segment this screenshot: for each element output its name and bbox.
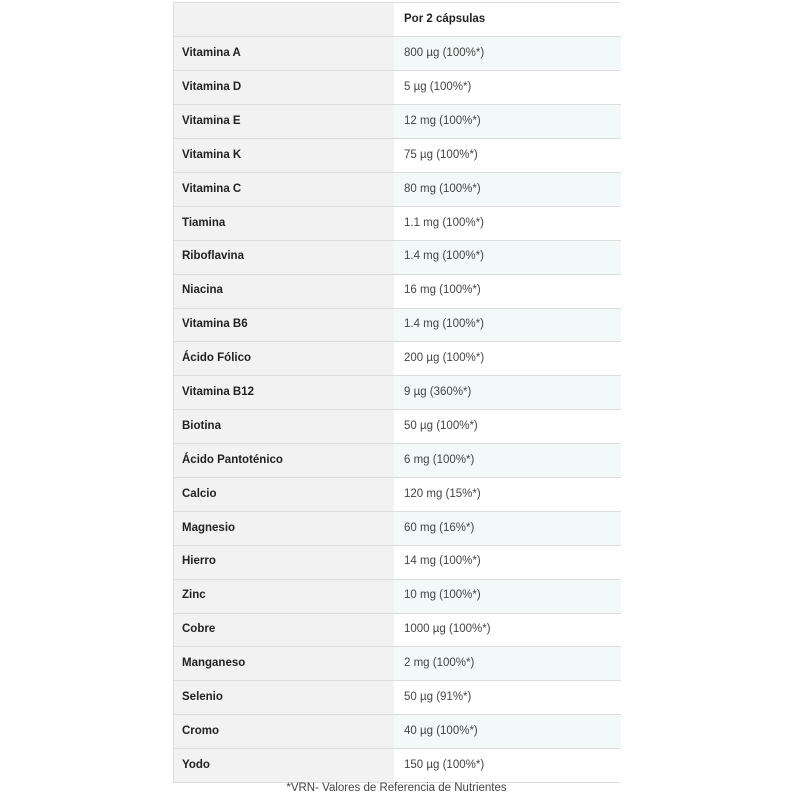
table-row — [174, 274, 621, 308]
table-row — [174, 511, 621, 545]
table-row — [174, 545, 621, 579]
nutrient-amount: 40 µg (100%*) — [394, 715, 621, 749]
nutrient-amount: 60 mg (16%*) — [394, 511, 621, 545]
table-row — [174, 749, 621, 783]
nutrient-amount: 1000 µg (100%*) — [394, 613, 621, 647]
nutrient-name: Magnesio — [174, 511, 394, 545]
nutrient-name: Manganeso — [174, 647, 394, 681]
nutrient-name: Vitamina B12 — [174, 376, 394, 410]
table-row — [174, 715, 621, 749]
nutrient-amount: 75 µg (100%*) — [394, 139, 621, 173]
table-row — [174, 308, 621, 342]
table-row — [174, 444, 621, 478]
nutrient-name: Yodo — [174, 749, 394, 783]
nutrient-amount: 16 mg (100%*) — [394, 274, 621, 308]
nutrient-name: Cromo — [174, 715, 394, 749]
nutrient-name: Riboflavina — [174, 240, 394, 274]
table-row — [174, 139, 621, 173]
nutrient-name: Vitamina A — [174, 37, 394, 71]
nutrient-amount: 120 mg (15%*) — [394, 477, 621, 511]
nutrient-name: Zinc — [174, 579, 394, 613]
nutrient-name: Hierro — [174, 545, 394, 579]
nutrient-amount: 50 µg (100%*) — [394, 410, 621, 444]
nutrient-amount: 9 µg (360%*) — [394, 376, 621, 410]
table-row — [174, 206, 621, 240]
table-row — [174, 410, 621, 444]
nutrient-name: Calcio — [174, 477, 394, 511]
nutrient-name: Vitamina K — [174, 139, 394, 173]
nutrient-amount: 1.4 mg (100%*) — [394, 308, 621, 342]
nutrition-table-container — [173, 2, 620, 783]
table-row — [174, 37, 621, 71]
nutrient-amount: 2 mg (100%*) — [394, 647, 621, 681]
table-row — [174, 647, 621, 681]
table-row — [174, 105, 621, 139]
nutrient-amount: 1.1 mg (100%*) — [394, 206, 621, 240]
nutrient-amount: 10 mg (100%*) — [394, 579, 621, 613]
nutrition-table — [174, 3, 621, 782]
nutrient-amount: 5 µg (100%*) — [394, 71, 621, 105]
nutrient-amount: 200 µg (100%*) — [394, 342, 621, 376]
nutrient-amount: 150 µg (100%*) — [394, 749, 621, 783]
nutrient-amount: 80 mg (100%*) — [394, 172, 621, 206]
table-row — [174, 71, 621, 105]
footnote: *VRN- Valores de Referencia de Nutrientes — [286, 782, 507, 794]
table-row — [174, 579, 621, 613]
table-row — [174, 613, 621, 647]
table-row — [174, 342, 621, 376]
nutrient-amount: 6 mg (100%*) — [394, 444, 621, 478]
nutrient-amount: 800 µg (100%*) — [394, 37, 621, 71]
nutrient-name: Tiamina — [174, 206, 394, 240]
nutrient-name: Vitamina E — [174, 105, 394, 139]
table-row — [174, 376, 621, 410]
nutrient-amount: 1.4 mg (100%*) — [394, 240, 621, 274]
header-label-cell — [174, 3, 394, 37]
header-value-cell: Por 2 cápsulas — [394, 3, 621, 37]
nutrient-name: Selenio — [174, 681, 394, 715]
nutrient-name: Vitamina C — [174, 172, 394, 206]
table-row — [174, 172, 621, 206]
nutrient-name: Ácido Fólico — [174, 342, 394, 376]
nutrient-name: Vitamina B6 — [174, 308, 394, 342]
nutrient-name: Ácido Pantoténico — [174, 444, 394, 478]
nutrient-name: Niacina — [174, 274, 394, 308]
table-row — [174, 681, 621, 715]
table-header-row — [174, 3, 621, 37]
nutrient-amount: 50 µg (91%*) — [394, 681, 621, 715]
table-row — [174, 477, 621, 511]
nutrient-name: Cobre — [174, 613, 394, 647]
nutrient-name: Vitamina D — [174, 71, 394, 105]
nutrient-amount: 12 mg (100%*) — [394, 105, 621, 139]
nutrient-name: Biotina — [174, 410, 394, 444]
table-row — [174, 240, 621, 274]
nutrient-amount: 14 mg (100%*) — [394, 545, 621, 579]
